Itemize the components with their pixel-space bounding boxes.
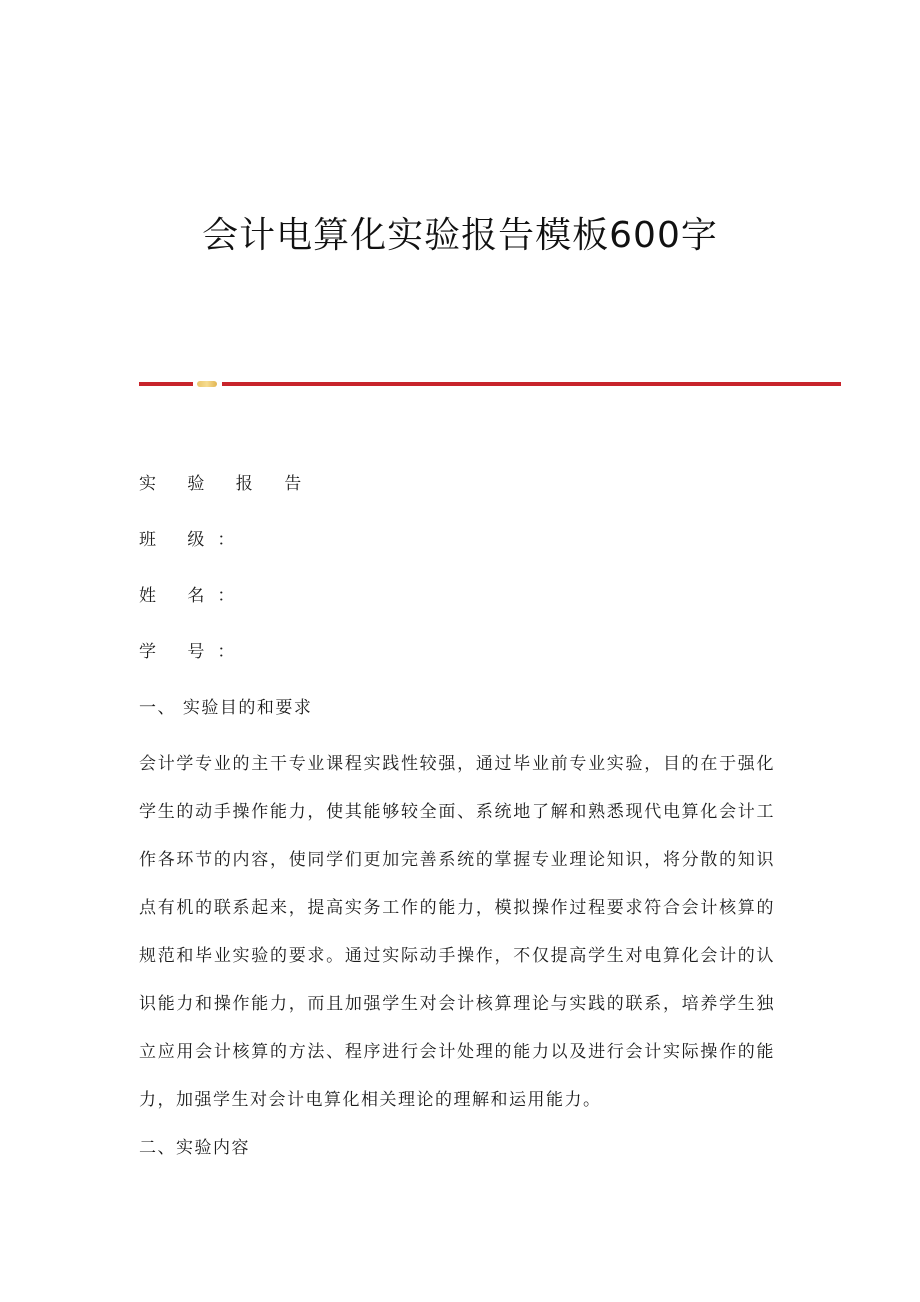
class-field-label: 班 级：	[139, 530, 248, 550]
name-field-label: 姓 名：	[139, 586, 248, 606]
title-divider	[139, 380, 841, 388]
section2-heading: 二、实验内容	[139, 1138, 250, 1158]
student-id-field-label: 学 号：	[139, 642, 248, 662]
report-heading: 实 验 报 告	[139, 474, 315, 494]
section1-heading: 一、 实验目的和要求	[139, 698, 313, 718]
document-title: 会计电算化实验报告模板600字	[202, 215, 718, 256]
divider-right-segment	[222, 382, 841, 386]
divider-ornament-icon	[197, 381, 217, 387]
document-body	[139, 466, 775, 1186]
section1-body: 会计学专业的主干专业课程实践性较强，通过毕业前专业实验，目的在于强化学生的动手操作能力，使其能够较全面、系统地了解和熟悉现代电算化会计工作各环节的内容，使同学们更加完善系统的掌握专业理论知识，将分散的知识点有机的联系起来，提高实务工作的能力，模拟操作过程要求符合会计核算的规范和毕业实验的要求。通过实际动手操作，不仅提高学生对电算化会计的认识能力和操作能力，而且加强学生对会计核算理论与实践的联系，培养学生独立应用会计核算的方法、程序进行会计处理的能力以及进行会计实际操作的能力，加强学生对会计电算化相关理论的理解和运用能力。	[139, 754, 775, 1110]
divider-left-segment	[139, 382, 193, 386]
